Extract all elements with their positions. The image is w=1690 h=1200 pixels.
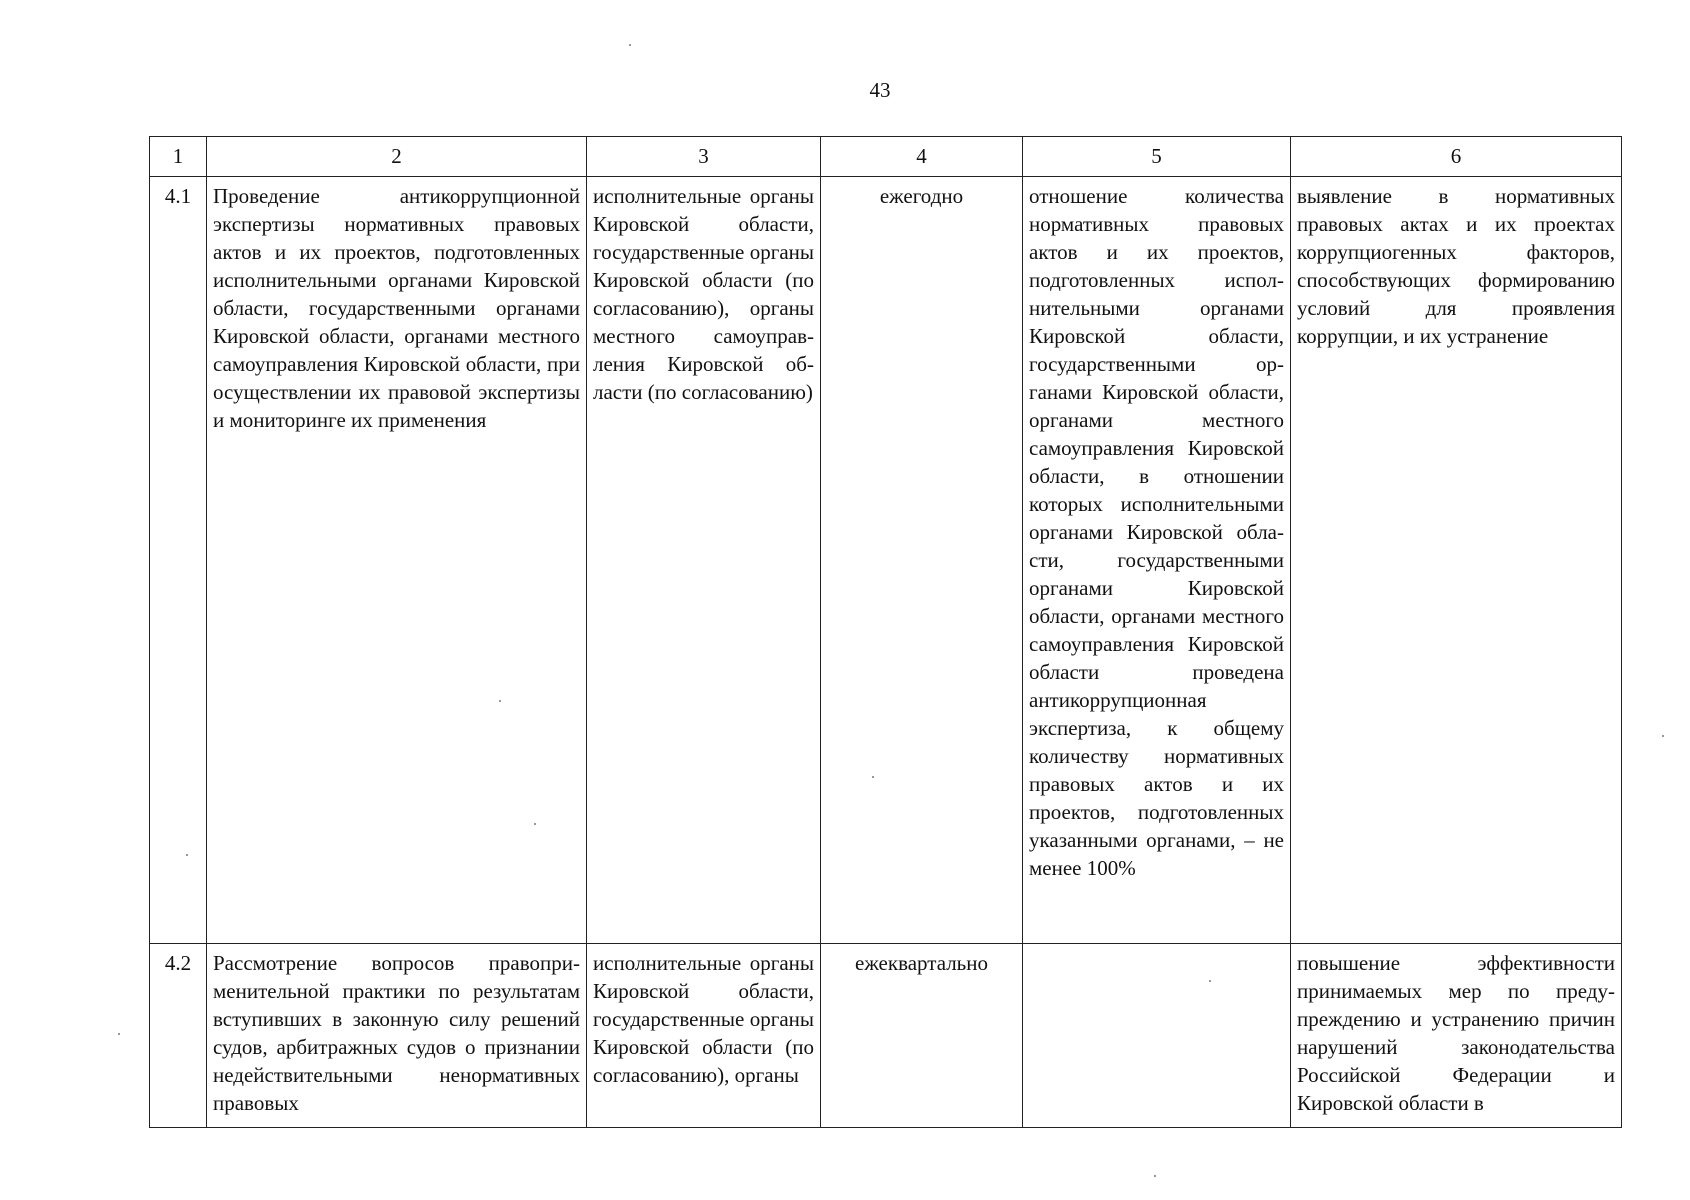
scan-speck xyxy=(534,823,536,825)
scan-speck xyxy=(186,854,188,856)
row-number: 4.2 xyxy=(150,944,207,1128)
action-cell: Рассмотрение вопросов правоприменительной практики по результатам вступивших в законную силу решений судов, арбитражных судов о признании недействительными ненормативных правовых xyxy=(207,944,587,1128)
measures-table xyxy=(149,136,1622,1128)
table-row xyxy=(150,177,1622,944)
period-cell: ежеквартально xyxy=(821,944,1023,1128)
result-cell: повышение эффективности принимаемых мер по предупреждению и устранению причин нарушений законодательства Российской Федерации и Кировской области в xyxy=(1291,944,1622,1128)
scan-speck xyxy=(629,44,631,46)
executors-cell: исполнительные органы Кировской области, государственные органы Кировской области (по согласованию), органы местного самоуправления Кировской области (по согласованию) xyxy=(587,177,821,944)
period-cell: ежегодно xyxy=(821,177,1023,944)
column-number-2: 2 xyxy=(207,137,587,177)
scan-speck xyxy=(118,1033,120,1035)
table-header-row xyxy=(150,137,1622,177)
executors-cell: исполнительные органы Кировской области, государственные органы Кировской области (по согласованию), органы xyxy=(587,944,821,1128)
table-row xyxy=(150,944,1622,1128)
scan-speck xyxy=(1662,735,1664,737)
scan-speck xyxy=(1209,980,1211,982)
action-cell: Проведение антикоррупционной экспертизы нормативных правовых актов и их проектов, подготовленных исполнительными органами Кировской области, государственными органами Кировской области, органами местного самоуправления Кировской области, при осуществлении их правовой экспертизы и мониторинге их применения xyxy=(207,177,587,944)
scan-speck xyxy=(1154,1175,1156,1177)
column-number-6: 6 xyxy=(1291,137,1622,177)
column-number-5: 5 xyxy=(1023,137,1291,177)
scan-speck xyxy=(499,700,501,702)
column-number-4: 4 xyxy=(821,137,1023,177)
indicator-cell xyxy=(1023,944,1291,1128)
page-number: 43 xyxy=(869,78,891,102)
row-number: 4.1 xyxy=(150,177,207,944)
indicator-cell: отношение количества нормативных правовых актов и их проектов, подготовленных исполнительными органами Кировской области, государственными органами Кировской области, органами местного самоуправления Кировской области, в отношении которых исполнительными органами Кировской области, государственными органами Кировской области, органами местного самоуправления Кировской области проведена антикоррупционная экспертиза, к общему количеству нормативных правовых актов и их проектов, подготовленных указанными органами, – не менее 100% xyxy=(1023,177,1291,944)
column-number-3: 3 xyxy=(587,137,821,177)
scan-speck xyxy=(872,776,874,778)
column-number-1: 1 xyxy=(150,137,207,177)
result-cell: выявление в нормативных правовых актах и их проектах коррупциогенных факторов, способствующих формированию условий для проявления коррупции, и их устранение xyxy=(1291,177,1622,944)
